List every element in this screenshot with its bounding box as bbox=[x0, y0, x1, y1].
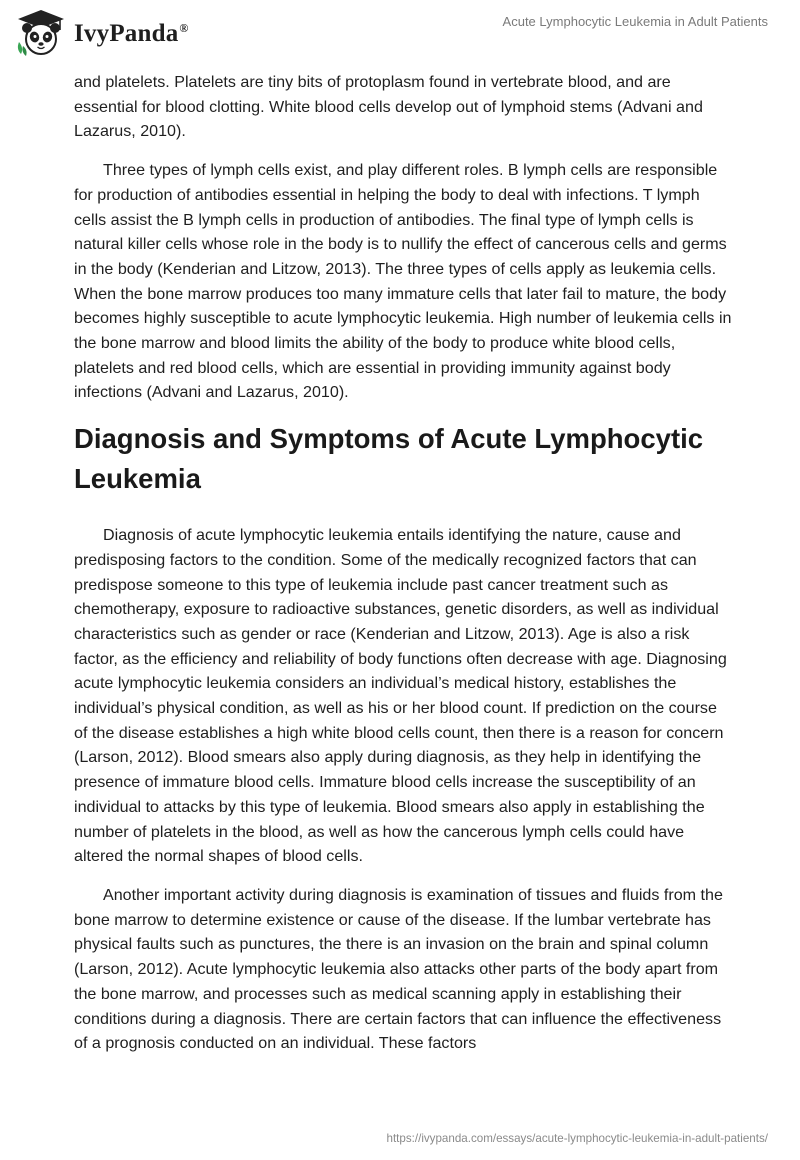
page-header bbox=[0, 0, 800, 70]
brand-name: IvyPanda® bbox=[74, 20, 189, 47]
source-url[interactable]: https://ivypanda.com/essays/acute-lymphocytic-leukemia-in-adult-patients/ bbox=[386, 1132, 768, 1145]
paragraph-diagnosis: Diagnosis of acute lymphocytic leukemia entails identifying the nature, cause and predisposing factors to the condition. Some of the medically recognized factors that can predispose someone to this type of leukemia include past cancer treatment such as chemotherapy, exposure to radioactive substances, genetic disorders, as well as individual characteristics such as gender or race (Kenderian and Litzow, 2013). Age is also a risk factor, as the efficiency and reliability of body functions often decrease with age. Diagnosing acute lymphocytic leukemia considers an individual’s medical history, establishes the individual’s physical condition, as well as his or her blood count. If prediction on the course of the disease establishes a high white blood cells count, then there is a reason for concern (Larson, 2012). Blood smears also apply during diagnosis, as they help in identifying the presence of immature blood cells. Immature blood cells increase the susceptibility of an individual to attacks by this type of leukemia. Blood smears also apply in establishing the number of platelets in the blood, as well as how the cancerous lymph cells could have altered the normal shapes of blood cells. bbox=[74, 526, 727, 866]
panda-graduate-icon bbox=[14, 8, 68, 58]
paragraph-lymph-cells: Three types of lymph cells exist, and play different roles. B lymph cells are responsible for production of antibodies essential in helping the body to deal with infections. T lymph cells assist the B lymph cells in production of antibodies. The final type of lymph cells is natural killer cells whose role in the body is to nullify the effect of cancerous cells and germs in the body (Kenderian and Litzow, 2013). The three types of cells apply as leukemia cells. When the bone marrow produces too many immature cells that later fail to mature, the body becomes highly susceptible to acute lymphocytic leukemia. High number of leukemia cells in the bone marrow and blood limits the ability of the body to produce white blood cells, platelets and red blood cells, which are essential in providing immunity against body infections (Advani and Lazarus, 2010). bbox=[74, 161, 732, 402]
essay-body bbox=[74, 70, 734, 1070]
document-title: Acute Lymphocytic Leukemia in Adult Patients bbox=[502, 14, 768, 29]
ivypanda-logo[interactable] bbox=[14, 8, 189, 58]
paragraph-examination: Another important activity during diagnosis is examination of tissues and fluids from the bone marrow to determine existence or cause of the disease. If the lumbar vertebrate has physical faults such as punctures, the there is an invasion on the brain and spinal column (Larson, 2012). Acute lymphocytic leukemia also attacks other parts of the body apart from the bone marrow, and processes such as medical scanning apply in establishing their conditions during a diagnosis. There are certain factors that can influence the effectiveness of a prognosis conducted on an individual. These factors bbox=[74, 885, 723, 1053]
section-heading: Diagnosis and Symptoms of Acute Lymphocytic Leukemia bbox=[74, 423, 704, 495]
paragraph-continuation: and platelets. Platelets are tiny bits of protoplasm found in vertebrate blood, and are essential for blood clotting. White blood cells develop out of lymphoid stems (Advani and Lazarus, 2010). bbox=[74, 73, 703, 141]
